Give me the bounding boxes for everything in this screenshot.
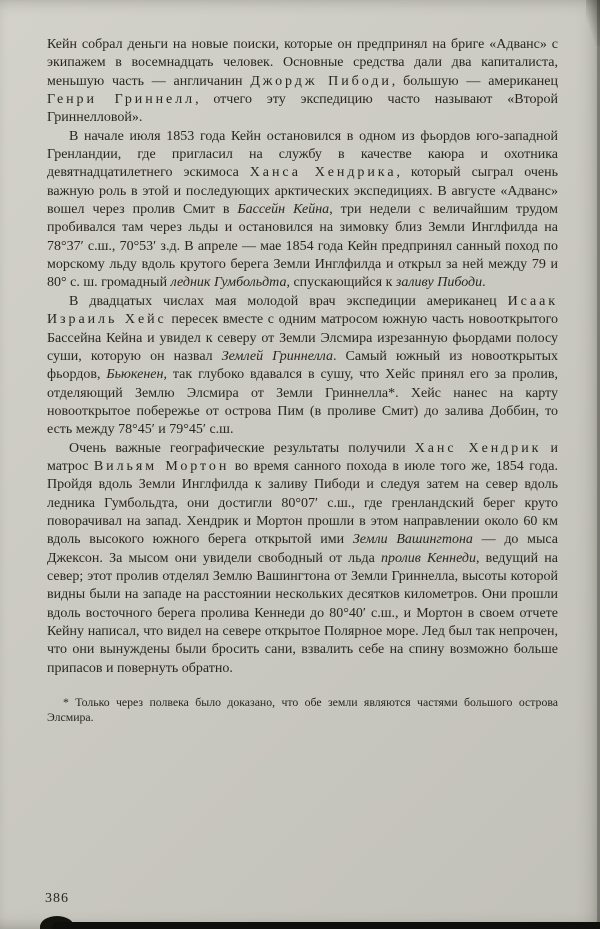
page-number: 386 [45,891,69,906]
text-segment: В начале июля 1853 года Кейн остановился в одном из фьордов юго-западной Гренландии, где пригласил на службу в качестве каюра и охотника девятнадцатилетнего эскимоса [47,128,558,181]
text-segment: , отчего эту экспедицию часто называют «Второй Гриннелловой». [47,92,558,126]
italic-text-segment: пролив Кеннеди [381,550,477,566]
text-segment: В двадцатых числах мая молодой врач экспедиции американец [69,293,508,309]
footnote: * Только через полвека было доказано, что обе земли являются частями большого острова Элсмира. [47,695,558,725]
letterspaced-name-segment: Вильям Мортон [93,458,230,474]
text-segment: пересек вместе с одним матросом южную часть новооткрытого Бассейна Кейна и увидел к северу от Земли Элсмира изрезанную фьордами полосу суши, которую он назвал [47,312,559,364]
italic-text-segment: ледник Гумбольдта [170,275,287,291]
text-segment: , три недели с величайшим трудом пробивался там через льды и остановился на зимовку близ Земли Инглфилда на 78°37′ с.ш., 70°53′ з.д. В апреле — мае 1854 года Кейн предпринял санный поход по морскому льду вдоль крутого берега Земли Инглфилда и открыл за ней между 79 и 80° с. ш. громадный [47,202,558,291]
paragraph [47,128,558,293]
italic-text-segment: Бассейн Кейна [237,202,330,218]
paragraphs [47,36,558,678]
text-column [47,36,558,726]
italic-text-segment: Земли Вашингтона [352,532,473,548]
text-segment: , который сыграл очень важную роль в этой и последующих арктических экспедициях. В августе «Адванс» вошел через пролив Смит в [47,165,558,218]
italic-text-segment: заливу Пибоди [395,275,483,291]
text-segment: , спускающийся к [286,275,396,291]
text-segment: . Самый южный из новооткрытых фьордов, [47,348,558,383]
scan-artifact-bottom-strip [52,922,600,929]
text-segment: , так глубоко вдавался в сушу, что Хейс принял его за пролив, отделяющий Землю Элсмира от Земли Гриннелла*. Хейс нанес на карту новооткрытое побережье от острова Пим (в проливе Смит) до залива Доббин, то есть между 78°45′ и 79°45′ с.ш. [47,367,558,438]
text-segment: . [482,275,486,291]
paragraph [47,293,558,440]
paragraph [47,36,558,128]
letterspaced-name-segment: Исаак Израиль Хейс [47,293,558,328]
letterspaced-name-segment: Генри Гриннелл [47,92,196,108]
text-segment: , ведущий на север; этот пролив отделял Землю Вашингтона от Земли Гриннелла, высоты которой видны были на западе на расстоянии нескольких десятков километров. Они прошли вдоль восточного берега пролива Кеннеди до 80°40′ с.ш., и Мортон в своем отчете Кейну написал, что видел на севере открытое Полярное море. Лед был так непрочен, что они вынуждены были бросить сани, взвалить себе на спину возможно больше припасов и повернуть обратно. [47,550,558,676]
text-segment: Кейн собрал деньги на новые поиски, которые он предпринял на бриге «Адванс» с экипажем в восемнадцать человек. Основные средства дали два капиталиста, меньшую часть — англичанин [47,37,558,89]
letterspaced-name-segment: Джордж Пибоди [250,73,392,89]
text-segment: и матрос [47,440,558,474]
text-segment: Очень важные географические результаты получили [69,440,415,456]
letterspaced-name-segment: Ханса Хендрика [249,165,397,181]
text-segment: , большую — американец [391,73,558,89]
letterspaced-name-segment: Ханс Хендрик [414,440,542,456]
italic-text-segment: Землей Гриннелла [221,348,333,364]
text-segment: во время санного похода в июле того же, 1854 года. Пройдя вдоль Земли Инглфилда к заливу Пибоди и следуя затем на север вдоль ледника Гумбольдта, они достигли 80°07′ с.ш., где гренландский берег круто поворачивал на запад. Хендрик и Мортон прошли в этом направлении около 60 км вдоль высокого южного берега открытой ими [47,458,559,548]
paragraph [47,440,558,678]
text-segment: — до мыса Джексон. За мысом они увидели свободный от льда [47,532,558,566]
italic-text-segment: Бьюкенен [106,367,164,383]
